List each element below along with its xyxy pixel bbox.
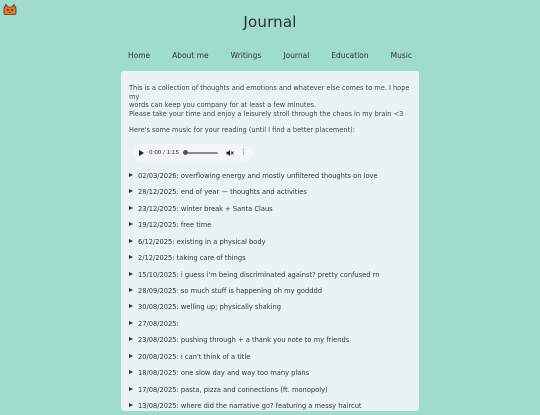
journal-entry[interactable] [129, 299, 412, 315]
journal-content [121, 71, 419, 411]
disclosure-triangle-icon[interactable] [129, 189, 133, 193]
journal-entry-title: 23/12/2025: winter break + Santa Claus [138, 204, 273, 213]
disclosure-triangle-icon[interactable] [129, 337, 133, 341]
journal-entry-title: 15/10/2025: i guess i'm being discriminated against? pretty confused rn [138, 270, 380, 279]
journal-entry[interactable] [129, 349, 412, 365]
nav-music[interactable]: Music [390, 51, 412, 60]
main-nav [0, 51, 540, 60]
nav-about-me[interactable]: About me [172, 51, 209, 60]
nav-education[interactable]: Education [331, 51, 369, 60]
audio-player[interactable] [133, 144, 253, 162]
journal-entry[interactable] [129, 365, 412, 381]
nav-journal[interactable]: Journal [283, 51, 310, 60]
journal-entry[interactable] [129, 283, 412, 299]
volume-muted-icon[interactable] [226, 149, 234, 157]
journal-entry-title: 19/12/2025: free time [138, 221, 212, 230]
journal-entry[interactable] [129, 217, 412, 233]
journal-entry-title: 17/08/2025: pasta, pizza and connections (ft. monopoly) [138, 385, 328, 394]
audio-progress-bar[interactable] [185, 152, 218, 154]
disclosure-triangle-icon[interactable] [129, 387, 133, 391]
disclosure-triangle-icon[interactable] [129, 403, 133, 407]
journal-entry[interactable] [129, 168, 412, 184]
audio-progress-thumb[interactable] [183, 150, 188, 155]
journal-entry-title: 23/08/2025: pushing through + a thank you note to my friends [138, 336, 350, 345]
journal-entry-list [129, 168, 412, 415]
intro-line: This is a collection of thoughts and emotions and whatever else comes to me. I hope my [129, 84, 410, 101]
page-title: Journal [243, 13, 297, 31]
intro-line: Please take your time and enjoy a leisurely stroll through the chaos in my brain <3 [129, 109, 404, 118]
journal-entry-title: 18/08/2025: one slow day and way too many plans [138, 369, 310, 378]
disclosure-triangle-icon[interactable] [129, 288, 133, 292]
music-note: Here's some music for your reading (until I find a better placement): [129, 126, 355, 135]
disclosure-triangle-icon[interactable] [129, 321, 133, 325]
play-icon[interactable] [139, 150, 144, 156]
journal-entry-title: 13/08/2025: where did the narrative go? featuring a messy haircut [138, 402, 362, 411]
disclosure-triangle-icon[interactable] [129, 239, 133, 243]
journal-entry[interactable] [129, 234, 412, 250]
journal-entry[interactable] [129, 316, 412, 332]
disclosure-triangle-icon[interactable] [129, 370, 133, 374]
journal-entry[interactable] [129, 250, 412, 266]
journal-entry-title: 27/08/2025: [138, 319, 179, 328]
disclosure-triangle-icon[interactable] [129, 304, 133, 308]
journal-entry[interactable] [129, 398, 412, 414]
journal-entry-title: 30/08/2025: welling up; physically shaking [138, 303, 281, 312]
journal-entry-title: 20/08/2025: i can't think of a title [138, 352, 251, 361]
disclosure-triangle-icon[interactable] [129, 255, 133, 259]
journal-entry-title: 02/03/2026: overflowing energy and mostly unfiltered thoughts on love [138, 171, 378, 180]
disclosure-triangle-icon[interactable] [129, 206, 133, 210]
intro-line: words can keep you company for at least a few minutes. [129, 101, 317, 110]
journal-entry-title: 6/12/2025: existing in a physical body [138, 237, 266, 246]
disclosure-triangle-icon[interactable] [129, 173, 133, 177]
journal-entry-title: 28/09/2025: so much stuff is happening oh my godddd [138, 287, 322, 296]
disclosure-triangle-icon[interactable] [129, 222, 133, 226]
journal-entry[interactable] [129, 267, 412, 283]
disclosure-triangle-icon[interactable] [129, 272, 133, 276]
journal-entry-title: 28/12/2025: end of year — thoughts and activities [138, 188, 307, 197]
journal-entry[interactable] [129, 332, 412, 348]
disclosure-triangle-icon[interactable] [129, 354, 133, 358]
audio-time: 0:00 / 1:15 [149, 149, 180, 156]
journal-entry[interactable] [129, 201, 412, 217]
journal-entry[interactable] [129, 382, 412, 398]
journal-entry[interactable] [129, 184, 412, 200]
more-vertical-icon[interactable]: ⋮ [240, 148, 247, 157]
journal-entry-title: 2/12/2025: taking care of things [138, 254, 246, 263]
nav-writings[interactable]: Writings [230, 51, 262, 60]
intro-text [129, 84, 412, 126]
nav-home[interactable]: Home [128, 51, 151, 60]
